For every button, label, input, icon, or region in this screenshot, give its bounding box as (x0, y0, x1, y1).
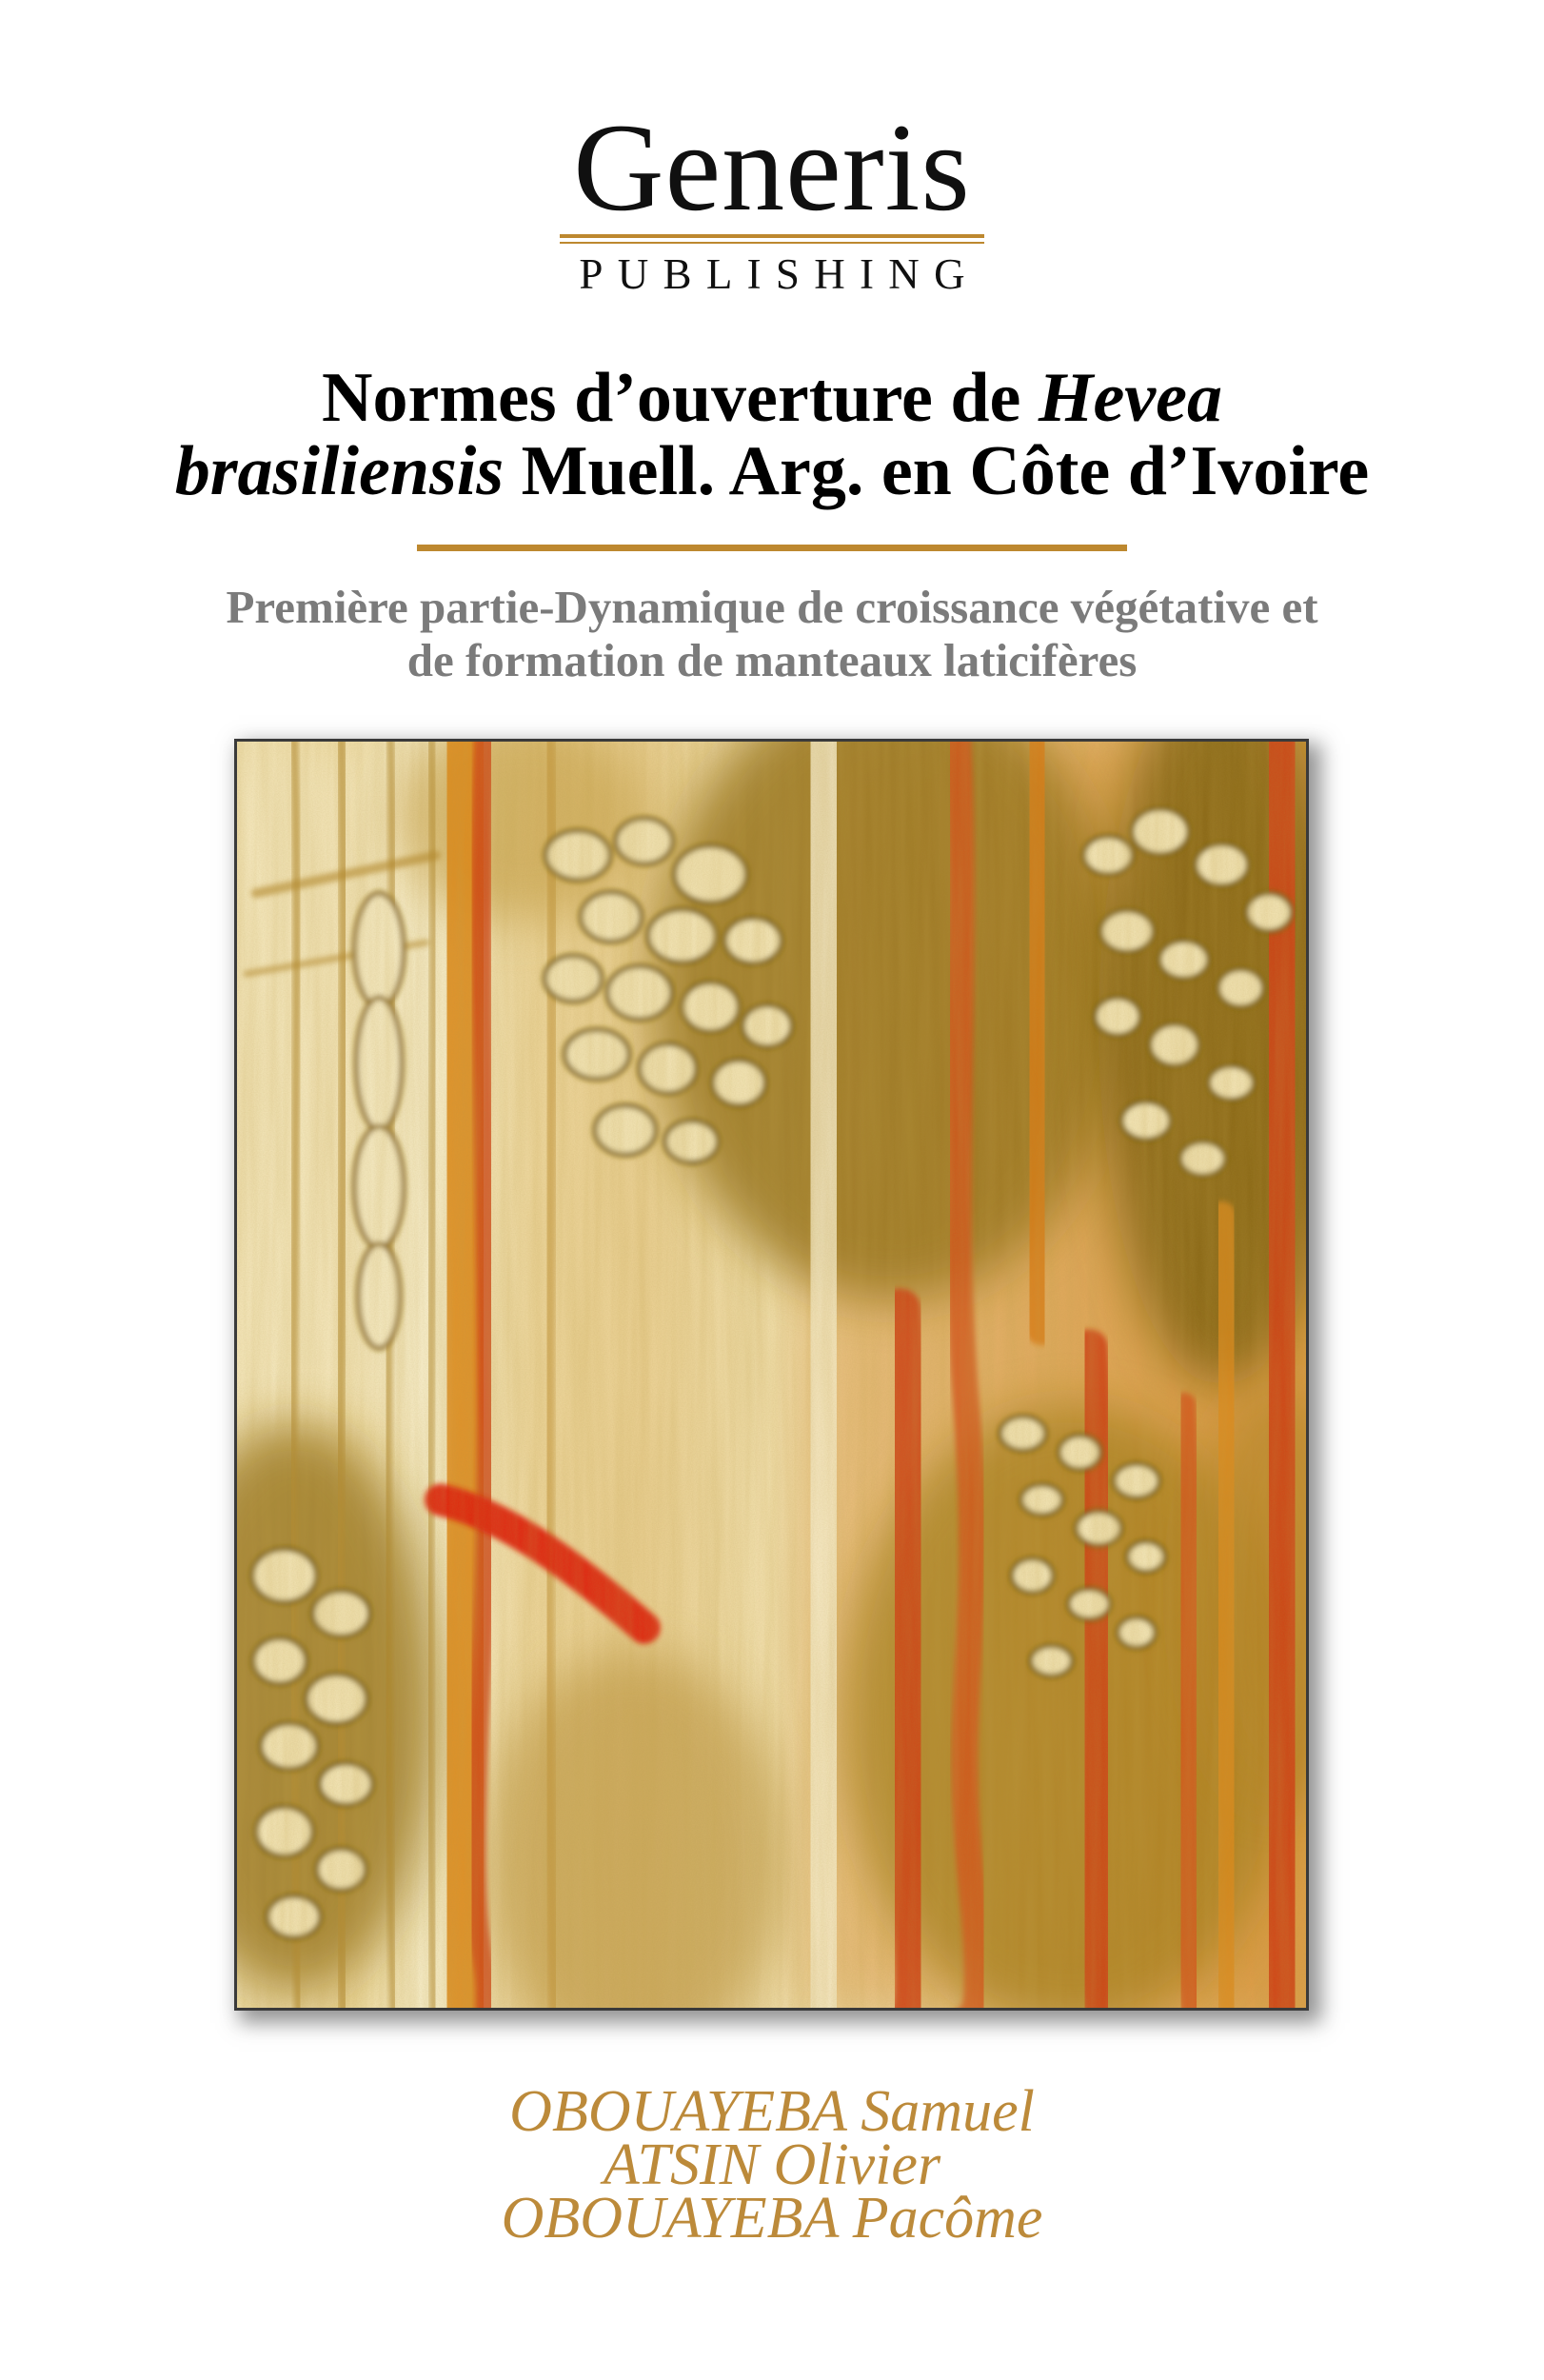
title-line-2 (0, 432, 1544, 510)
title-line-1 (0, 359, 1544, 437)
publisher-logo: Generis (573, 97, 971, 237)
title-line2-species-italic: brasiliensis (174, 432, 505, 510)
publisher-tagline: PUBLISHING (579, 250, 980, 298)
page-title (0, 359, 1544, 510)
title-line1-species-italic: Hevea (1038, 359, 1222, 437)
title-line1-regular: Normes d’ouverture de (322, 359, 1039, 437)
micrograph-image (237, 742, 1306, 2008)
title-separator-rule (417, 545, 1127, 551)
title-line2-regular: Muell. Arg. en Côte d’Ivoire (504, 432, 1370, 510)
authors-block (0, 2079, 1544, 2251)
cover-image-frame (234, 739, 1309, 2011)
subtitle (0, 581, 1544, 687)
author-name: ATSIN Olivier (603, 2132, 941, 2197)
subtitle-line-2: de formation de manteaux laticifères (406, 634, 1138, 686)
author-name: OBOUAYEBA Samuel (509, 2079, 1035, 2144)
publisher-logo-rule (560, 234, 984, 244)
grain-overlay (237, 742, 1306, 2008)
author-name: OBOUAYEBA Pacôme (501, 2186, 1043, 2251)
subtitle-line-1: Première partie-Dynamique de croissance végétative et (226, 581, 1318, 633)
